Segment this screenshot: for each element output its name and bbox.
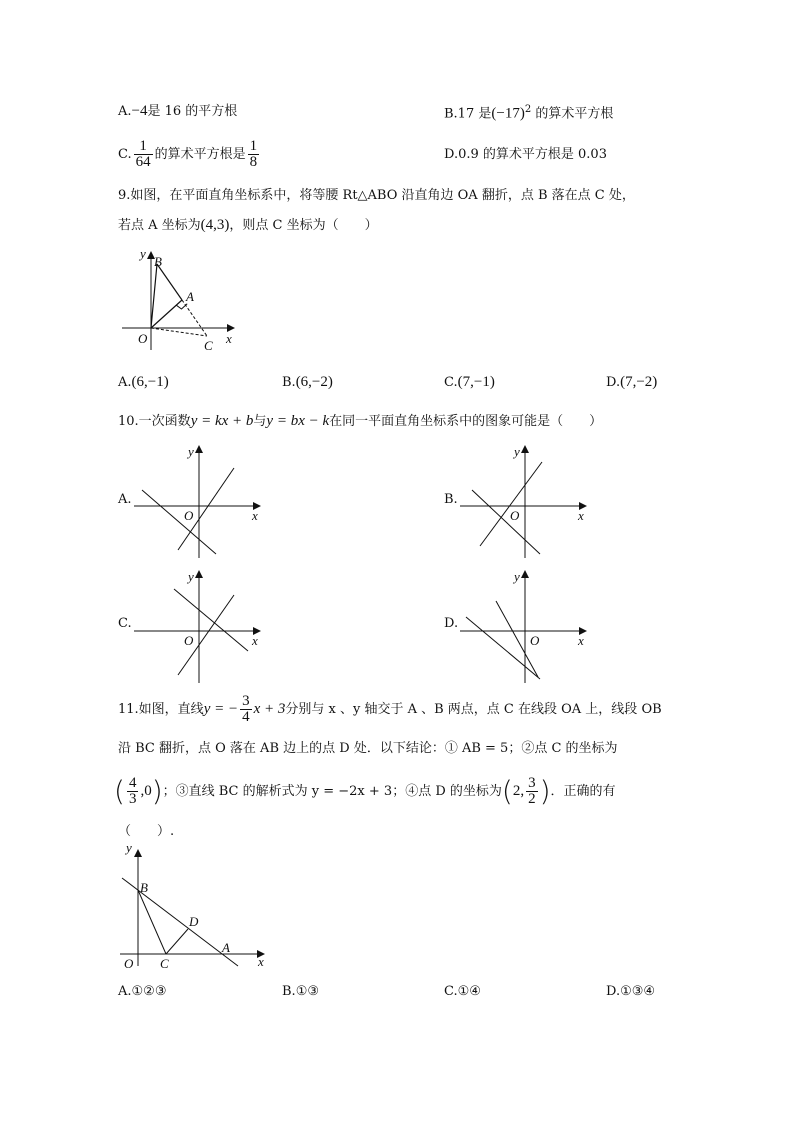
- q10-option-b-label[interactable]: B.: [444, 492, 458, 507]
- q10-d-label-x: x: [578, 633, 584, 648]
- q11-line3-mid: ；③直线 BC 的解析式为 y = −2x + 3；④点 D 的坐标为: [162, 784, 502, 799]
- q10-d-label-o: O: [530, 633, 540, 648]
- q9-segment-oc: [151, 328, 207, 336]
- q9-segment-ba: [157, 264, 182, 300]
- q10-graph-a[interactable]: [130, 440, 270, 560]
- q10-c-label-o: O: [184, 633, 194, 648]
- q10-pre: 10.一次函数: [118, 414, 191, 429]
- q8-option-a-text: 是 16 的平方根: [147, 104, 238, 119]
- q8-option-b-label: B.17 是: [444, 106, 492, 122]
- q9-figure: [118, 244, 248, 356]
- q8-option-a-label: A.: [118, 104, 132, 119]
- q9-line2: [118, 215, 378, 236]
- q8-c-num: 1: [134, 139, 153, 155]
- q8-option-d[interactable]: [444, 145, 607, 165]
- q9-option-d[interactable]: [606, 372, 657, 393]
- q10-option-a-label[interactable]: A.: [118, 492, 132, 507]
- q11-label-b: B: [140, 880, 148, 895]
- q11-option-a-value: ①②③: [131, 984, 167, 999]
- q9-option-c-value: (7,−1): [457, 374, 495, 390]
- q11-line1-post: 分别与 x 、y 轴交于 A 、B 两点，点 C 在线段 OA 上，线段 OB: [285, 702, 662, 717]
- q11-eq-num: 3: [242, 693, 250, 709]
- q11-option-b[interactable]: [282, 982, 319, 1002]
- q8-c-num2: 1: [249, 138, 258, 154]
- q10-graph-c[interactable]: [130, 565, 270, 685]
- q11-label-a: A: [222, 940, 230, 955]
- q11-line1-pre: 11.如图，直线: [118, 702, 204, 717]
- q11-line2: 沿 BC 翻折，点 O 落在 AB 边上的点 D 处．以下结论：① AB = 5；②点 C 的坐标为: [118, 741, 618, 756]
- q9-option-c-label: C.: [444, 375, 458, 390]
- q11-eq-den: 4: [242, 709, 250, 725]
- q11-d-den: 2: [528, 791, 536, 807]
- q11-c-den: 3: [128, 791, 137, 807]
- q9-coord-a: (4,3): [200, 217, 230, 233]
- q10-option-c-label[interactable]: C.: [118, 616, 132, 631]
- q11-option-d-label: D.: [606, 984, 621, 999]
- q9-option-b-label: B.: [282, 375, 296, 390]
- q10-a-label-x: x: [252, 508, 258, 523]
- q11-segment-bc: [138, 890, 166, 954]
- q11-label-c: C: [160, 956, 169, 971]
- q11-option-d-value: ①③④: [620, 984, 656, 999]
- q10-c-label-x: x: [252, 633, 258, 648]
- q8-c-den: 64: [135, 154, 151, 170]
- q9-option-a-value: (6,−1): [131, 374, 169, 390]
- q9-label-a: A: [186, 289, 194, 304]
- q9-option-a-label: A.: [118, 375, 132, 390]
- q11-c-num: 4: [128, 775, 137, 791]
- q8-option-c-mid: 的算术平方根是: [154, 147, 246, 162]
- q11-d-num: 3: [528, 775, 536, 791]
- q10-a-label-o: O: [184, 508, 194, 523]
- q9-line2-post: ，则点 C 坐标为（ ）: [229, 218, 378, 233]
- q9-segment-oa: [151, 300, 182, 328]
- q11-d-pre: 2,: [512, 783, 525, 799]
- q8-option-a[interactable]: [118, 101, 237, 122]
- q8-option-b-sup: 2: [524, 104, 532, 115]
- q10-c-label-y: y: [188, 569, 194, 584]
- q11-line1: [118, 692, 662, 727]
- q11-option-b-label: B.: [282, 984, 296, 999]
- q11-option-a-label: A.: [118, 984, 132, 999]
- q8-option-b-text: 的算术平方根: [531, 106, 614, 122]
- q11-line4: （ ）.: [118, 824, 175, 839]
- q11-label-y: y: [126, 842, 132, 855]
- q11-c-rest: ,0: [140, 783, 152, 799]
- q9-label-c: C: [204, 338, 213, 353]
- q11-option-c-value: ①④: [457, 984, 481, 999]
- q9-label-x: x: [226, 331, 232, 346]
- q10-a-line-1: [142, 490, 216, 554]
- q8-option-a-value: −4: [131, 103, 148, 119]
- q9-option-c[interactable]: [444, 372, 495, 393]
- q9-option-d-label: D.: [606, 375, 621, 390]
- q10-post: 在同一平面直角坐标系中的图象可能是（ ）: [329, 414, 603, 429]
- q11-line3: ( $\frac{4}{3}$ ,0)；③直线 BC 的解析式为 y = −2x + 3；④点 D 的坐标为(2, $\frac{3}{2}$ )．正确的有: [114, 774, 616, 808]
- q11-line3-post: ．正确的有: [550, 784, 616, 799]
- q10-a-label-y: y: [188, 444, 194, 459]
- q10-d-label-y: y: [514, 569, 520, 584]
- q11-label-o: O: [124, 956, 134, 971]
- q8-c-den2: 8: [249, 154, 258, 170]
- q11-label-x: x: [258, 954, 264, 969]
- q9-option-d-value: (7,−2): [620, 374, 658, 390]
- q9-label-o: O: [138, 331, 148, 346]
- q9-line2-pre: 若点 A 坐标为: [118, 218, 201, 233]
- q9-label-b: B: [154, 254, 162, 269]
- q10-graph-d[interactable]: [456, 565, 596, 685]
- q10-b-label-x: x: [578, 508, 584, 523]
- q9-line1: 9.如图，在平面直角坐标系中，将等腰 Rt△ABO 沿直角边 OA 翻折，点 B 落在点 C 处，: [118, 188, 635, 203]
- q8-option-d-text: D.0.9 的算术平方根是 0.03: [444, 147, 607, 162]
- q11-segment-cd: [166, 929, 188, 954]
- q8-option-b[interactable]: [444, 100, 613, 124]
- q11-eq-rest: x + 3: [253, 701, 286, 717]
- q11-option-c-label: C.: [444, 984, 458, 999]
- q9-option-b-value: (6,−2): [295, 374, 333, 390]
- q10-b-label-o: O: [510, 508, 520, 523]
- q10-option-d-label[interactable]: D.: [444, 616, 459, 631]
- q10-stem: [118, 411, 602, 432]
- q11-option-d[interactable]: [606, 982, 655, 1002]
- q10-mid: 与: [253, 414, 267, 429]
- q11-eq-y: y = −: [203, 701, 239, 717]
- q8-option-b-paren: (−17): [491, 105, 525, 122]
- q11-option-a[interactable]: [118, 982, 167, 1002]
- q8-option-c-label: C.: [118, 147, 132, 162]
- q10-b-label-y: y: [514, 444, 520, 459]
- q9-segment-ob: [151, 264, 157, 328]
- q10-d-line-1: [466, 617, 540, 679]
- q11-option-c[interactable]: [444, 982, 481, 1002]
- q8-option-c[interactable]: [118, 138, 261, 172]
- q11-option-b-value: ①③: [295, 984, 319, 999]
- q9-option-a[interactable]: [118, 372, 169, 393]
- q10-b-line-2: [480, 462, 542, 546]
- q10-graph-b[interactable]: [456, 440, 596, 560]
- q10-f1: y = kx + b: [190, 413, 254, 429]
- q11-label-d: D: [189, 914, 199, 929]
- q10-b-line-1: [472, 490, 540, 554]
- q9-label-y: y: [140, 246, 146, 261]
- q10-f2: y = bx − k: [266, 413, 330, 429]
- q9-option-b[interactable]: [282, 372, 333, 393]
- q11-figure: [112, 842, 272, 972]
